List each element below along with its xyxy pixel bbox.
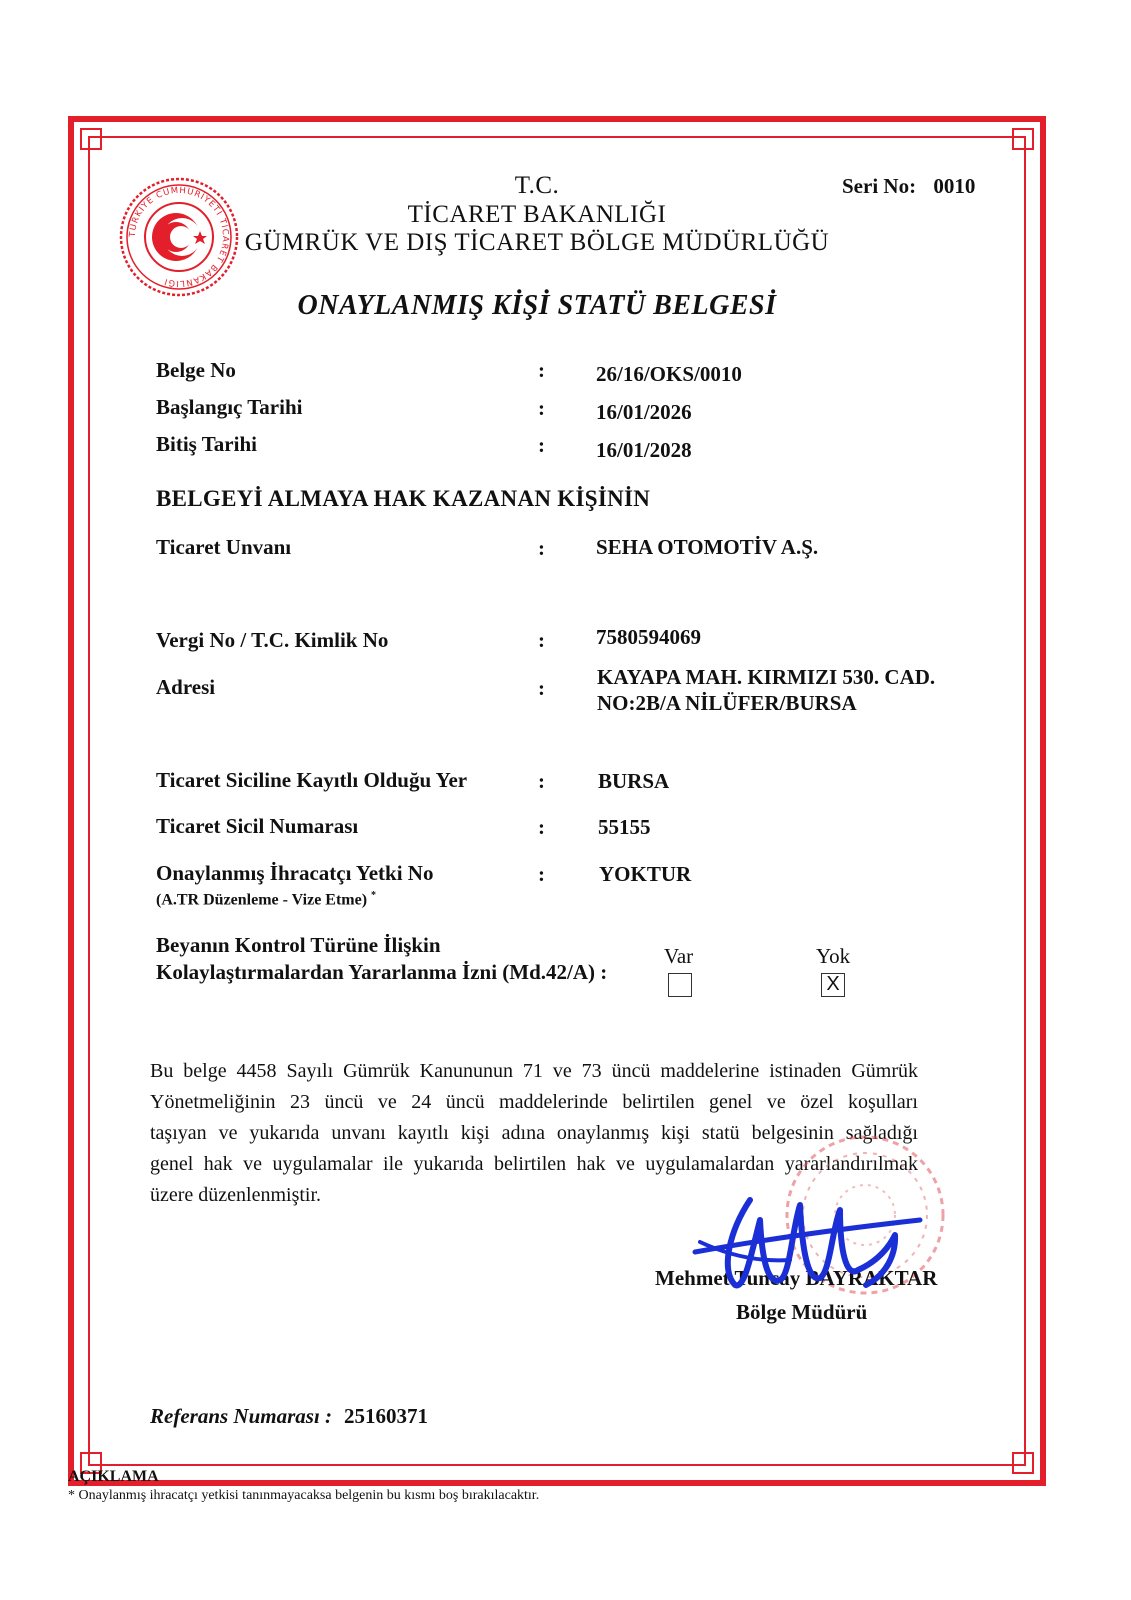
var-label: Var	[664, 944, 694, 968]
beyan-label-line2: Kolaylaştırmalardan Yararlanma İzni (Md.42/A) :	[156, 960, 608, 984]
reference-number	[150, 1404, 428, 1429]
colon: :	[538, 396, 545, 420]
svg-text:TÜRKİYE CUMHURİYETİ TİCARET BA: TÜRKİYE CUMHURİYETİ TİCARET BAKANLIĞI	[127, 185, 231, 289]
document-title: ONAYLANMIŞ KİŞİ STATÜ BELGESİ	[297, 290, 777, 321]
handwritten-signature	[690, 1190, 930, 1300]
reference-value: 25160371	[344, 1404, 429, 1428]
serial-label: Seri No:	[842, 174, 917, 198]
serial-value: 0010	[933, 174, 976, 198]
paragraph-line: Bu belge 4458 Sayılı Gümrük Kanununun 71 ve 73 üncü maddelerine istinaden Gümrük	[150, 1060, 918, 1082]
paragraph-line: üzere düzenlenmiştir.	[150, 1184, 322, 1206]
footer-heading: AÇIKLAMA	[68, 1468, 159, 1485]
bitis-value: 16/01/2028	[596, 438, 692, 462]
section-heading: BELGEYİ ALMAYA HAK KAZANAN KİŞİNİN	[156, 486, 651, 511]
sicil-no-value: 55155	[598, 815, 651, 839]
yok-checkbox[interactable]: X	[821, 973, 845, 997]
reference-label: Referans Numarası :	[150, 1404, 333, 1428]
ticaret-unvani-label: Ticaret Unvanı	[156, 535, 292, 559]
header-ministry: TİCARET BAKANLIĞI	[407, 201, 667, 228]
vergi-no-value: 7580594069	[596, 625, 701, 649]
belge-no-label: Belge No	[156, 358, 236, 382]
sicil-no-label: Ticaret Sicil Numarası	[156, 814, 359, 838]
ihracatci-sublabel	[156, 890, 376, 909]
colon: :	[538, 862, 545, 886]
sicil-yer-value: BURSA	[598, 769, 670, 793]
signatory-title: Bölge Müdürü	[736, 1300, 868, 1324]
colon: :	[538, 433, 545, 457]
signatory-name: Mehmet Tuncay BAYRAKTAR	[655, 1266, 938, 1290]
header-tc: T.C.	[514, 172, 560, 199]
adres-label: Adresi	[156, 675, 216, 699]
corner-ornament	[80, 128, 102, 150]
var-checkbox[interactable]	[668, 973, 692, 997]
ihracatci-label: Onaylanmış İhracatçı Yetki No	[156, 861, 434, 885]
paragraph-line: Yönetmeliğinin 23 üncü ve 24 üncü maddelerinde belirtilen genel ve özel koşulları	[150, 1091, 918, 1113]
paragraph-line: genel hak ve uygulamalar ile yukarıda belirtilen hak ve uygulamalardan yararlandırılmak	[150, 1153, 918, 1175]
baslangic-value: 16/01/2026	[596, 400, 692, 424]
adres-value-line2: NO:2B/A NİLÜFER/BURSA	[597, 691, 857, 715]
beyan-label-line1: Beyanın Kontrol Türüne İlişkin	[156, 933, 441, 957]
adres-value-line1: KAYAPA MAH. KIRMIZI 530. CAD.	[597, 665, 936, 689]
colon: :	[538, 628, 545, 652]
ihracatci-sublabel-text: (A.TR Düzenleme - Vize Etme)	[156, 891, 368, 909]
vergi-no-label: Vergi No / T.C. Kimlik No	[156, 628, 389, 652]
serial-number	[842, 174, 975, 199]
colon: :	[538, 815, 545, 839]
footnote-mark: *	[371, 890, 377, 901]
colon: :	[538, 769, 545, 793]
ihracatci-value: YOKTUR	[599, 862, 692, 886]
colon: :	[538, 676, 545, 700]
bitis-label: Bitiş Tarihi	[156, 432, 257, 456]
ministry-seal-logo	[118, 176, 240, 298]
belge-no-value: 26/16/OKS/0010	[596, 362, 742, 386]
header-directorate: GÜMRÜK VE DIŞ TİCARET BÖLGE MÜDÜRLÜĞÜ	[244, 229, 830, 256]
paragraph-line: taşıyan ve yukarıda unvanı kayıtlı kişi adına onaylanmış kişi statü belgesinin sağladığı	[150, 1122, 918, 1144]
yok-label: Yok	[816, 944, 851, 968]
colon: :	[538, 358, 545, 382]
corner-ornament	[1012, 1452, 1034, 1474]
sicil-yer-label: Ticaret Siciline Kayıtlı Olduğu Yer	[156, 768, 468, 792]
corner-ornament	[1012, 128, 1034, 150]
baslangic-label: Başlangıç Tarihi	[156, 395, 303, 419]
footer-note: * Onaylanmış ihracatçı yetkisi tanınmayacaksa belgenin bu kısmı boş bırakılacaktır.	[68, 1488, 540, 1503]
colon: :	[538, 536, 545, 560]
ticaret-unvani-value: SEHA OTOMOTİV A.Ş.	[596, 535, 819, 559]
